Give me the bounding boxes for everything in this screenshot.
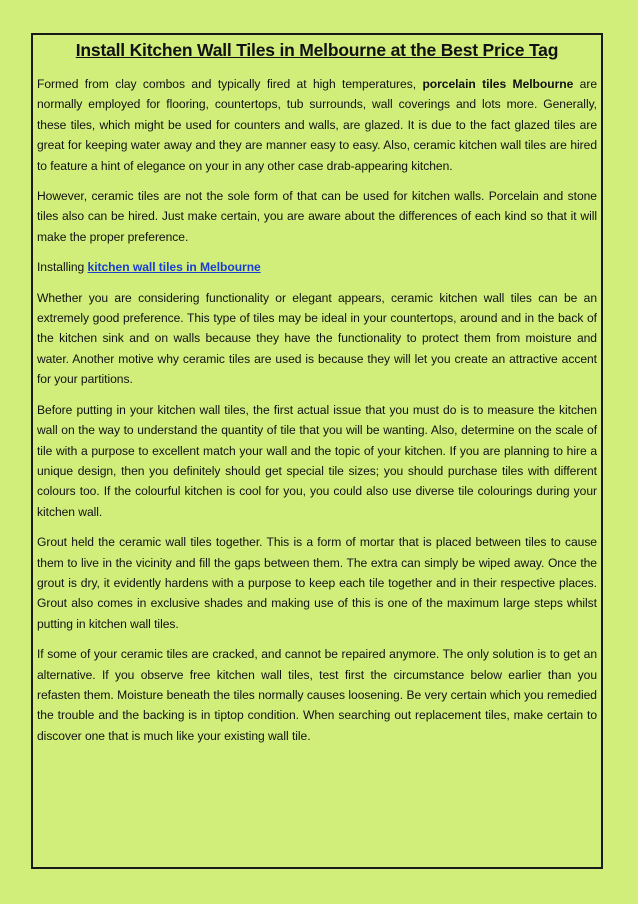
paragraph-tile-types: However, ceramic tiles are not the sole form of that can be used for kitchen walls. Porcelain and stone tiles also can be hired. Just make certain, you are aware about the differences of each kind so that it will make the proper preference. (37, 189, 597, 244)
document-frame (31, 33, 603, 869)
paragraph-replacement: If some of your ceramic tiles are cracked, and cannot be repaired anymore. The only solution is to get an alternative. If you observe free kitchen wall tiles, test first the circumstance below earlier than you refasten them. Moisture beneath the tiles normally causes loosening. Be very certain which you remedied the trouble and the backing is in tiptop condition. When searching out replacement tiles, make certain to discover one that is much like your existing wall tile. (37, 647, 597, 743)
keyword-porcelain-tiles: porcelain tiles Melbourne (422, 77, 574, 91)
paragraph-installing-heading (37, 257, 597, 277)
paragraph-intro-text-end: are normally employed for flooring, countertops, tub surrounds, wall coverings and lots more. Generally, these tiles, which might be used for counters and walls, are glazed. It is due to the fact glazed tiles are great for keeping water away and they are manner easy to easy. Also, ceramic kitchen wall tiles are hired to feature a hint of elegance on your in any other case drab-appearing kitchen. (37, 77, 598, 173)
kitchen-wall-tiles-link[interactable]: kitchen wall tiles in Melbourne (87, 260, 261, 275)
paragraph-intro (37, 74, 597, 176)
installing-label: Installing (37, 260, 88, 275)
paragraph-measuring: Before putting in your kitchen wall tiles, the first actual issue that you must do is to measure the kitchen wall on the way to understand the quantity of tile that you will be wanting. Also, determine on the scale of tile with a purpose to excellent match your wall and the topic of your kitchen. If you are planning to hire a unique design, then you definitely should get special tile sizes; you should purchase tiles with different colours too. If the colourful kitchen is cool for you, you could also use diverse tile colourings during your kitchen wall. (37, 402, 597, 519)
paragraph-intro-text-start: Formed from clay combos and typically fired at high temperatures, (37, 77, 423, 91)
paragraph-grout: Grout held the ceramic wall tiles together. This is a form of mortar that is placed between tiles to cause them to live in the vicinity and fill the gaps between them. The extra can simply be wiped away. Once the grout is dry, it evidently hardens with a purpose to keep each tile together and in their respective places. Grout also comes in exclusive shades and making use of this is one of the maximum large steps whilst putting in kitchen wall tiles. (37, 535, 597, 631)
paragraph-functionality: Whether you are considering functionality or elegant appears, ceramic kitchen wall tiles can be an extremely good preference. This type of tiles may be ideal in your countertops, around and in the back of the kitchen sink and on walls because they have the functionality to protect them from moisture and water. Another motive why ceramic tiles are used is because they will let you create an attractive accent for your partitions. (37, 290, 597, 387)
document-title: Install Kitchen Wall Tiles in Melbourne at the Best Price Tag (75, 40, 559, 60)
